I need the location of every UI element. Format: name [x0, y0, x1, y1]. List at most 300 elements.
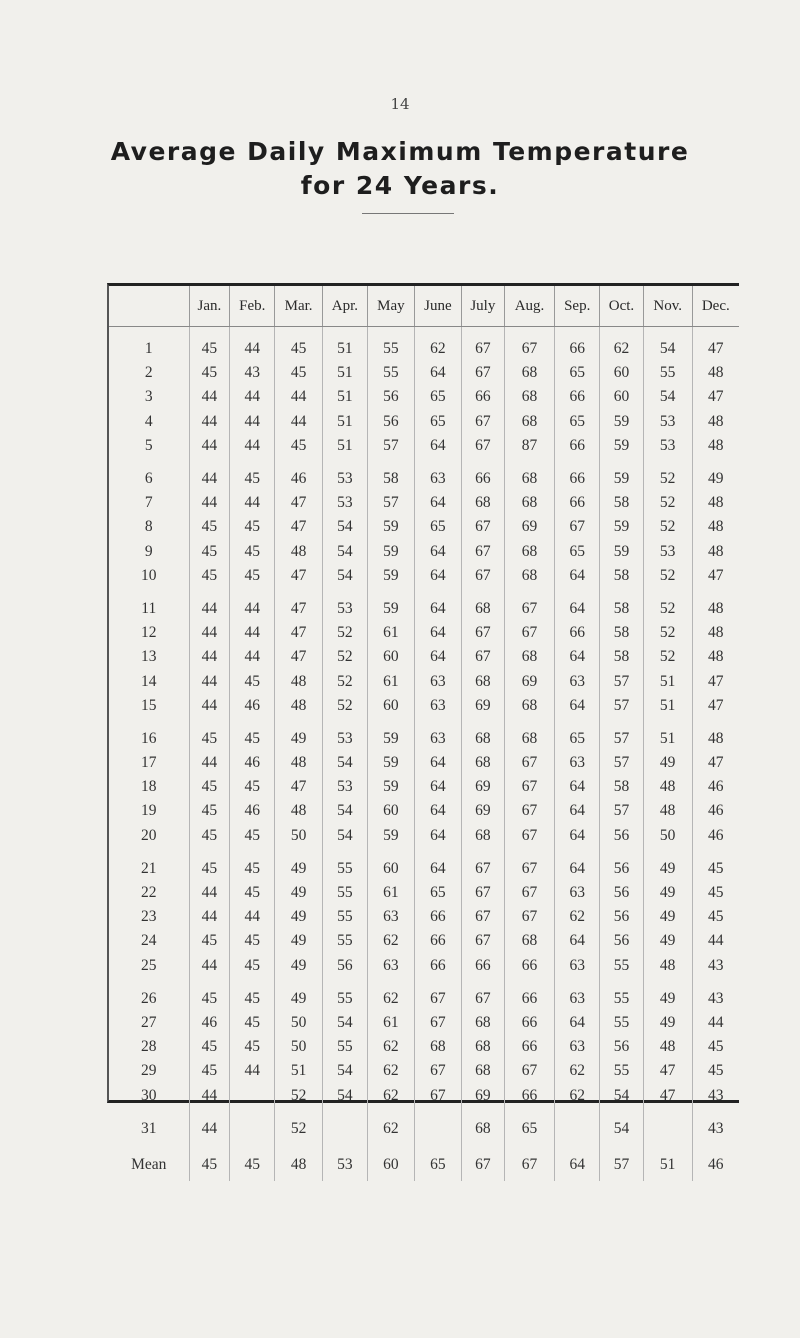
temperature-cell: 57	[600, 799, 644, 823]
temperature-cell: 63	[555, 881, 600, 905]
temperature-cell: 58	[600, 491, 644, 515]
temperature-cell: 48	[692, 515, 739, 539]
temperature-cell: 46	[692, 775, 739, 799]
temperature-cell: 44	[189, 588, 230, 621]
temperature-cell: 55	[600, 1011, 644, 1035]
temperature-cell: 45	[189, 799, 230, 823]
temperature-cell: 48	[643, 799, 692, 823]
temperature-cell: 54	[322, 1083, 367, 1107]
day-number: 11	[141, 599, 157, 617]
temperature-cell: 44	[189, 905, 230, 929]
temperature-cell: 55	[367, 361, 414, 385]
temperature-cell: 65	[414, 385, 461, 409]
temperature-cell: 62	[367, 978, 414, 1011]
temperature-cell: 45	[230, 954, 275, 978]
temperature-cell: 66	[555, 327, 600, 362]
temperature-cell: 68	[504, 410, 554, 434]
header-day	[109, 286, 189, 327]
temperature-cell: 44	[189, 458, 230, 491]
temperature-cell: 64	[414, 588, 461, 621]
temperature-cell: 65	[414, 881, 461, 905]
temperature-cell: 48	[692, 588, 739, 621]
temperature-cell: 54	[322, 564, 367, 588]
temperature-cell: 64	[414, 824, 461, 848]
temperature-cell: 65	[555, 410, 600, 434]
temperature-cell: 48	[643, 1035, 692, 1059]
temperature-cell: 68	[461, 718, 504, 751]
temperature-cell: 45	[189, 327, 230, 362]
temperature-cell: 64	[414, 361, 461, 385]
temperature-cell: 55	[322, 905, 367, 929]
page-number: 14	[390, 95, 410, 113]
temperature-cell: 67	[461, 978, 504, 1011]
temperature-cell: 66	[414, 929, 461, 953]
temperature-cell: 47	[643, 1059, 692, 1083]
day-number: 23	[141, 908, 157, 926]
temperature-cell: 68	[504, 385, 554, 409]
temperature-cell: 68	[504, 718, 554, 751]
temperature-cell: 58	[600, 621, 644, 645]
temperature-cell	[230, 1108, 275, 1141]
temperature-cell: 59	[367, 515, 414, 539]
table-body	[109, 327, 739, 1182]
temperature-cell: 67	[461, 327, 504, 362]
temperature-cell: 66	[555, 491, 600, 515]
temperature-cell: 64	[555, 694, 600, 718]
temperature-cell: 59	[367, 775, 414, 799]
temperature-cell: 66	[414, 954, 461, 978]
temperature-cell: 54	[322, 799, 367, 823]
temperature-cell: 58	[600, 775, 644, 799]
temperature-cell: 47	[275, 588, 323, 621]
temperature-cell: 46	[230, 751, 275, 775]
mean-row	[109, 1141, 739, 1181]
temperature-cell: 69	[504, 515, 554, 539]
temperature-cell: 66	[504, 954, 554, 978]
temperature-cell: 44	[230, 645, 275, 669]
temperature-cell: 56	[367, 385, 414, 409]
day-number: 17	[141, 754, 157, 772]
temperature-cell: 44	[189, 621, 230, 645]
temperature-cell: 48	[692, 361, 739, 385]
temperature-cell: 69	[461, 694, 504, 718]
temperature-cell: 59	[600, 458, 644, 491]
temperature-cell: 52	[643, 458, 692, 491]
temperature-cell: 45	[692, 881, 739, 905]
temperature-cell: 44	[189, 645, 230, 669]
temperature-cell: 49	[275, 718, 323, 751]
temperature-cell: 59	[600, 515, 644, 539]
temperature-cell: 68	[461, 1108, 504, 1141]
table-row	[109, 1059, 739, 1083]
temperature-cell: 51	[643, 669, 692, 693]
temperature-cell	[643, 1108, 692, 1141]
day-number: 26	[141, 989, 157, 1007]
temperature-cell: 67	[461, 881, 504, 905]
temperature-cell: 45	[230, 458, 275, 491]
temperature-cell: 56	[600, 824, 644, 848]
temperature-cell: 64	[555, 564, 600, 588]
temperature-cell: 67	[504, 824, 554, 848]
temperature-cell: 64	[555, 824, 600, 848]
day-number: 3	[144, 388, 153, 406]
day-number: 9	[144, 542, 153, 560]
temperature-cell: 58	[600, 564, 644, 588]
temperature-cell: 66	[504, 1035, 554, 1059]
temperature-cell: 62	[555, 905, 600, 929]
temperature-cell: 61	[367, 1011, 414, 1035]
day-number: 19	[141, 802, 157, 820]
table-row	[109, 385, 739, 409]
page-title	[0, 135, 800, 203]
temperature-cell: 45	[230, 515, 275, 539]
temperature-cell: 67	[504, 848, 554, 881]
temperature-cell: 44	[189, 694, 230, 718]
temperature-cell: 47	[275, 621, 323, 645]
day-number: 18	[141, 778, 157, 796]
temperature-cell: 67	[461, 905, 504, 929]
temperature-cell: 51	[322, 361, 367, 385]
day-number: 28	[141, 1038, 157, 1056]
temperature-cell: 48	[643, 954, 692, 978]
table-row	[109, 361, 739, 385]
table-row	[109, 905, 739, 929]
temperature-cell: 58	[600, 645, 644, 669]
mean-cell: 65	[414, 1141, 461, 1181]
temperature-cell: 45	[230, 718, 275, 751]
temperature-cell: 64	[555, 645, 600, 669]
temperature-cell: 45	[230, 775, 275, 799]
header-month: Apr.	[322, 286, 367, 327]
header-month: Jan.	[189, 286, 230, 327]
temperature-cell: 69	[461, 1083, 504, 1107]
temperature-cell: 45	[189, 1059, 230, 1083]
temperature-cell	[414, 1108, 461, 1141]
temperature-cell: 48	[275, 694, 323, 718]
table-row	[109, 848, 739, 881]
day-number: 5	[144, 436, 153, 454]
temperature-cell: 53	[643, 410, 692, 434]
temperature-cell: 68	[504, 694, 554, 718]
temperature-cell: 43	[230, 361, 275, 385]
temperature-cell: 56	[600, 929, 644, 953]
table-row	[109, 515, 739, 539]
temperature-cell: 46	[692, 799, 739, 823]
temperature-cell: 66	[414, 905, 461, 929]
temperature-cell: 65	[414, 410, 461, 434]
table-row	[109, 434, 739, 458]
temperature-cell: 52	[643, 564, 692, 588]
temperature-cell: 68	[504, 564, 554, 588]
temperature-cell: 67	[504, 881, 554, 905]
temperature-cell: 64	[555, 929, 600, 953]
temperature-cell: 50	[275, 1011, 323, 1035]
header-month: Nov.	[643, 286, 692, 327]
temperature-cell: 52	[643, 588, 692, 621]
temperature-cell: 64	[555, 588, 600, 621]
mean-cell: 53	[322, 1141, 367, 1181]
temperature-cell: 67	[461, 515, 504, 539]
temperature-table	[109, 286, 739, 1181]
temperature-cell: 52	[322, 694, 367, 718]
day-number: 1	[144, 340, 153, 358]
temperature-cell: 63	[555, 954, 600, 978]
mean-cell: 46	[692, 1141, 739, 1181]
day-number: 6	[144, 470, 153, 488]
temperature-cell: 63	[414, 718, 461, 751]
table-row	[109, 645, 739, 669]
temperature-cell: 53	[322, 491, 367, 515]
temperature-cell: 45	[230, 564, 275, 588]
day-number: 24	[141, 932, 157, 950]
temperature-cell: 62	[414, 327, 461, 362]
temperature-cell: 52	[322, 645, 367, 669]
temperature-cell: 48	[692, 491, 739, 515]
temperature-cell: 59	[367, 540, 414, 564]
temperature-cell: 44	[230, 588, 275, 621]
table-row	[109, 775, 739, 799]
temperature-cell: 47	[275, 564, 323, 588]
temperature-cell: 66	[504, 1083, 554, 1107]
table-row	[109, 588, 739, 621]
temperature-cell: 45	[230, 540, 275, 564]
temperature-cell: 46	[275, 458, 323, 491]
temperature-cell: 64	[414, 564, 461, 588]
temperature-cell: 67	[504, 327, 554, 362]
temperature-cell: 46	[230, 799, 275, 823]
temperature-cell: 60	[367, 799, 414, 823]
temperature-cell: 64	[555, 775, 600, 799]
temperature-cell: 45	[230, 1035, 275, 1059]
table-row	[109, 718, 739, 751]
temperature-table-frame	[107, 283, 739, 1173]
temperature-cell: 47	[275, 775, 323, 799]
temperature-cell: 54	[322, 1059, 367, 1083]
temperature-cell: 45	[692, 1035, 739, 1059]
temperature-cell: 59	[600, 410, 644, 434]
temperature-cell: 48	[275, 540, 323, 564]
day-number: 16	[141, 729, 157, 747]
temperature-cell: 45	[189, 564, 230, 588]
temperature-cell: 51	[275, 1059, 323, 1083]
temperature-cell: 66	[555, 434, 600, 458]
temperature-cell: 45	[230, 929, 275, 953]
temperature-cell: 44	[189, 491, 230, 515]
temperature-cell: 66	[555, 621, 600, 645]
temperature-cell: 68	[504, 929, 554, 953]
table-row	[109, 799, 739, 823]
temperature-cell: 44	[189, 954, 230, 978]
temperature-cell: 63	[555, 978, 600, 1011]
temperature-cell: 47	[692, 694, 739, 718]
temperature-cell: 67	[414, 1059, 461, 1083]
temperature-cell: 65	[555, 361, 600, 385]
temperature-cell: 52	[322, 669, 367, 693]
temperature-cell: 64	[414, 751, 461, 775]
temperature-cell: 60	[367, 694, 414, 718]
temperature-cell: 54	[643, 385, 692, 409]
temperature-cell: 62	[367, 1083, 414, 1107]
temperature-cell: 67	[504, 799, 554, 823]
temperature-cell: 45	[275, 327, 323, 362]
day-number: 7	[144, 494, 153, 512]
temperature-cell: 63	[555, 669, 600, 693]
table-row	[109, 621, 739, 645]
table-row	[109, 1035, 739, 1059]
temperature-cell: 45	[189, 718, 230, 751]
temperature-cell: 45	[189, 824, 230, 848]
temperature-cell: 48	[275, 669, 323, 693]
temperature-cell: 67	[414, 978, 461, 1011]
temperature-cell: 67	[461, 540, 504, 564]
temperature-cell: 57	[600, 751, 644, 775]
temperature-cell: 68	[461, 491, 504, 515]
temperature-cell: 62	[555, 1083, 600, 1107]
temperature-cell: 68	[461, 669, 504, 693]
temperature-cell: 49	[643, 751, 692, 775]
temperature-cell: 55	[322, 881, 367, 905]
temperature-cell: 44	[275, 385, 323, 409]
temperature-cell: 43	[692, 978, 739, 1011]
temperature-cell: 51	[322, 410, 367, 434]
temperature-cell: 59	[367, 751, 414, 775]
temperature-cell: 44	[230, 385, 275, 409]
temperature-cell: 43	[692, 1083, 739, 1107]
temperature-cell: 44	[189, 410, 230, 434]
temperature-cell: 68	[461, 1011, 504, 1035]
table-row	[109, 954, 739, 978]
temperature-cell: 44	[189, 1083, 230, 1107]
temperature-cell: 44	[189, 751, 230, 775]
temperature-cell: 53	[322, 588, 367, 621]
table-row	[109, 327, 739, 362]
temperature-cell: 64	[414, 799, 461, 823]
temperature-cell: 55	[600, 954, 644, 978]
temperature-cell: 58	[600, 588, 644, 621]
temperature-cell: 59	[367, 588, 414, 621]
temperature-cell: 45	[692, 848, 739, 881]
mean-cell: 45	[230, 1141, 275, 1181]
temperature-cell: 62	[555, 1059, 600, 1083]
temperature-cell: 67	[504, 621, 554, 645]
temperature-cell: 55	[600, 1059, 644, 1083]
temperature-cell: 44	[189, 881, 230, 905]
temperature-cell: 56	[600, 1035, 644, 1059]
temperature-cell: 52	[275, 1108, 323, 1141]
temperature-cell: 87	[504, 434, 554, 458]
mean-cell: 48	[275, 1141, 323, 1181]
temperature-cell: 56	[600, 881, 644, 905]
header-month: Dec.	[692, 286, 739, 327]
temperature-cell: 63	[555, 1035, 600, 1059]
table-row	[109, 1011, 739, 1035]
header-month: Aug.	[504, 286, 554, 327]
temperature-cell: 69	[461, 775, 504, 799]
temperature-cell: 44	[230, 905, 275, 929]
temperature-cell: 60	[367, 848, 414, 881]
temperature-cell: 52	[643, 645, 692, 669]
temperature-cell: 45	[275, 361, 323, 385]
temperature-cell: 51	[643, 718, 692, 751]
table-row	[109, 540, 739, 564]
temperature-cell: 62	[600, 327, 644, 362]
temperature-cell: 56	[600, 905, 644, 929]
temperature-cell: 65	[555, 540, 600, 564]
temperature-cell: 65	[555, 718, 600, 751]
temperature-cell: 58	[367, 458, 414, 491]
temperature-cell: 51	[322, 327, 367, 362]
temperature-cell: 66	[461, 458, 504, 491]
temperature-cell: 62	[367, 1108, 414, 1141]
table-row	[109, 881, 739, 905]
temperature-cell: 67	[414, 1083, 461, 1107]
temperature-cell: 67	[504, 775, 554, 799]
title-divider	[362, 213, 454, 214]
temperature-cell: 63	[414, 458, 461, 491]
temperature-cell	[322, 1108, 367, 1141]
temperature-cell: 47	[692, 327, 739, 362]
temperature-cell: 49	[643, 929, 692, 953]
mean-cell: 67	[461, 1141, 504, 1181]
mean-cell: 51	[643, 1141, 692, 1181]
temperature-cell: 48	[643, 775, 692, 799]
temperature-cell: 44	[275, 410, 323, 434]
temperature-cell: 61	[367, 621, 414, 645]
temperature-cell: 69	[461, 799, 504, 823]
temperature-cell: 68	[461, 588, 504, 621]
temperature-cell: 63	[414, 694, 461, 718]
temperature-cell: 45	[230, 1011, 275, 1035]
temperature-cell: 45	[692, 905, 739, 929]
temperature-cell: 48	[692, 540, 739, 564]
temperature-cell: 64	[414, 491, 461, 515]
temperature-cell: 68	[461, 751, 504, 775]
day-number: 21	[141, 859, 157, 877]
temperature-cell: 47	[275, 645, 323, 669]
temperature-cell: 49	[275, 929, 323, 953]
temperature-cell: 59	[367, 564, 414, 588]
temperature-cell: 47	[643, 1083, 692, 1107]
temperature-cell: 68	[461, 824, 504, 848]
temperature-cell: 47	[692, 564, 739, 588]
title-line-1: Average Daily Maximum Temperature	[110, 137, 690, 166]
mean-cell: 57	[600, 1141, 644, 1181]
temperature-cell: 65	[414, 515, 461, 539]
temperature-cell: 68	[504, 540, 554, 564]
temperature-cell: 44	[189, 385, 230, 409]
mean-cell: 45	[189, 1141, 230, 1181]
temperature-cell: 67	[504, 588, 554, 621]
table-row	[109, 564, 739, 588]
temperature-cell: 47	[692, 669, 739, 693]
temperature-cell: 67	[461, 621, 504, 645]
temperature-cell: 55	[643, 361, 692, 385]
temperature-cell: 54	[322, 751, 367, 775]
temperature-cell: 60	[367, 645, 414, 669]
temperature-cell: 62	[367, 1035, 414, 1059]
mean-cell: 64	[555, 1141, 600, 1181]
temperature-cell: 45	[230, 848, 275, 881]
temperature-cell: 64	[414, 621, 461, 645]
temperature-cell: 64	[414, 775, 461, 799]
temperature-cell: 65	[504, 1108, 554, 1141]
temperature-cell: 54	[322, 824, 367, 848]
table-row	[109, 751, 739, 775]
temperature-cell: 45	[692, 1059, 739, 1083]
day-number: 22	[141, 884, 157, 902]
temperature-cell: 54	[322, 1011, 367, 1035]
temperature-cell: 64	[414, 540, 461, 564]
